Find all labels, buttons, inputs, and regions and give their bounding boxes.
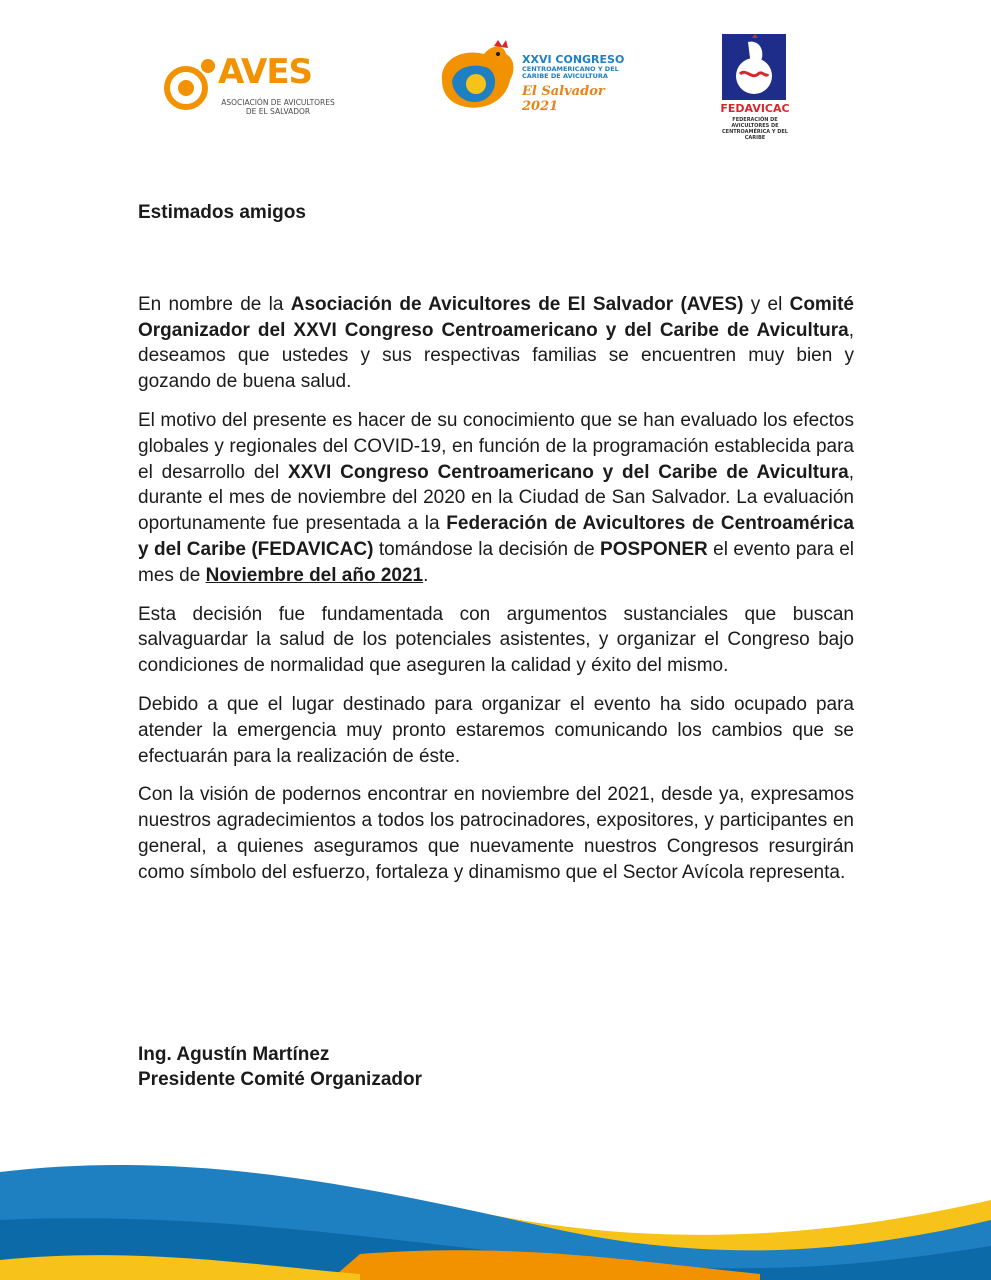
paragraph-1 [138, 292, 854, 395]
bold-text: XXVI Congreso Centroamericano y del Caribe de Avicultura [288, 461, 849, 483]
paragraph-4: Debido a que el lugar destinado para organizar el evento ha sido ocupado para atender la emergencia muy pronto estaremos comunicando los cambios que se efectuarán para la realización de éste. [138, 693, 854, 767]
aves-subtitle: ASOCIACIÓN DE AVICULTORES DE EL SALVADOR [221, 98, 335, 116]
paragraph-3: Esta decisión fue fundamentada con argumentos sustanciales que buscan salvaguardar la salud de los potenciales asistentes, y organizar el Congreso bajo condiciones de normalidad que aseguren la calidad y éxito del mismo. [138, 603, 854, 677]
signature-block [138, 1042, 422, 1092]
text: . [423, 564, 429, 586]
text: el evento para el mes de [138, 538, 854, 586]
aves-wordmark: AVES [218, 52, 313, 92]
aves-logo [160, 50, 340, 122]
signature-name: Ing. Agustín Martínez [138, 1044, 330, 1065]
hen-icon [432, 40, 522, 116]
text: El motivo del presente es hacer de su conocimiento que se han evaluado los efectos globales y regionales del COVID-19, en función de la programación establecida para el desarrollo del [138, 409, 854, 483]
greeting: Estimados amigos [138, 202, 306, 223]
text: tomándose la decisión de [373, 538, 601, 560]
text: En nombre de la [138, 293, 291, 315]
paragraph-2 [138, 408, 854, 589]
fedavicac-name: FEDAVICAC [720, 102, 790, 115]
aves-swirl-icon [162, 56, 222, 116]
signature-role: Presidente Comité Organizador [138, 1069, 423, 1090]
congreso-place: El Salvador 2021 [522, 84, 605, 114]
decorative-wave [0, 1150, 991, 1280]
text: y el [743, 293, 790, 315]
letter-body [138, 200, 854, 899]
congreso-subtitle: CENTROAMERICANO Y DEL CARIBE DE AVICULTURA [522, 65, 619, 80]
congreso-title: XXVI CONGRESO [522, 53, 625, 66]
fedavicac-subtitle: FEDERACIÓN DE AVICULTORES DE CENTROAMÉRICA Y DEL CARIBE [721, 117, 788, 141]
fedavicac-logo [716, 34, 794, 141]
underlined-date: Noviembre del año 2021 [205, 564, 424, 586]
bold-text: Comité Organizador del XXVI Congreso Centroamericano y del Caribe de Avicultura [138, 293, 854, 341]
fedavicac-emblem [722, 34, 786, 100]
text: , durante el mes de noviembre del 2020 en la Ciudad de San Salvador. La evaluación oportunamente fue presentada a la [138, 461, 854, 535]
congreso-logo [430, 38, 630, 118]
paragraph-5: Con la visión de podernos encontrar en noviembre del 2021, desde ya, expresamos nuestros agradecimientos a todos los patrocinadores, expositores, y participantes en general, a quienes aseguramos que nuevamente nuestros Congresos resurgirán como símbolo del esfuerzo, fortaleza y dinamismo que el Sector Avícola representa. [138, 784, 854, 883]
bold-text: Federación de Avicultores de Centroamérica y del Caribe (FEDAVICAC) [138, 513, 854, 560]
bold-text: Asociación de Avicultores de El Salvador (AVES) [290, 293, 744, 315]
rooster-globe-icon [722, 34, 786, 100]
bold-text: POSPONER [600, 538, 708, 560]
text: , deseamos que ustedes y sus respectivas familias se encuentren muy bien y gozando de buena salud. [138, 319, 854, 393]
